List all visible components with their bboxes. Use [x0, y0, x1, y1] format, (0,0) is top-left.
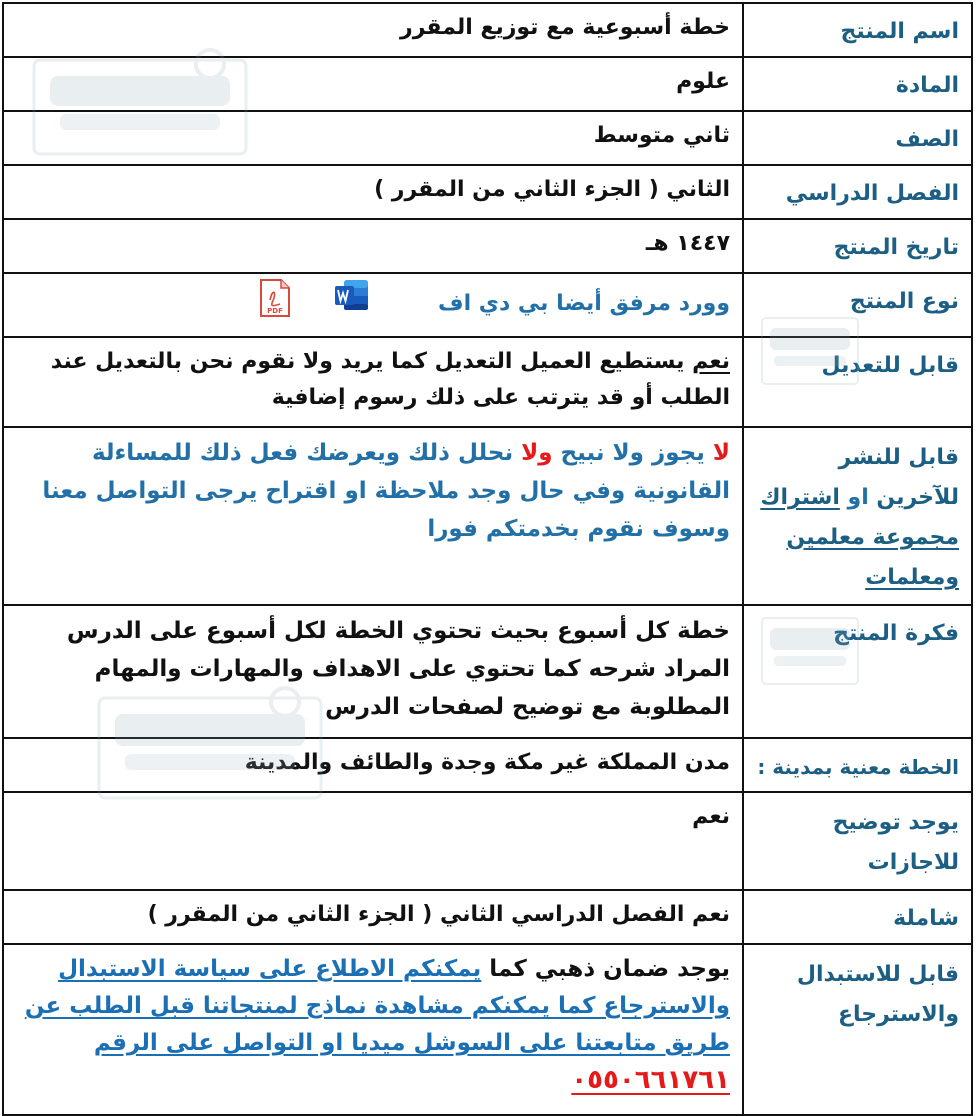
row-idea — [3, 605, 972, 738]
exchange-policy-link[interactable]: يمكنكم الاطلاع على سياسة الاستبدال والاسترجاع كما يمكنكم مشاهدة نماذج لمنتجاتنا قبل الطلب عن طريق متابعتنا على السوشل ميديا او التواصل على الرقم — [24, 956, 730, 1056]
file-format-icons — [258, 278, 370, 330]
pdf-icon-label: PDF — [267, 307, 283, 315]
value-idea: خطة كل أسبوع بحيث تحتوي الخطة لكل أسبوع على الدرس المراد شرحه كما تحتوي على الاهداف والمهارات والمهام المطلوبة مع توضيح لصفحات الدرس — [3, 605, 743, 738]
publishable-text-1: يجوز ولا نبيح — [552, 440, 713, 466]
row-semester — [3, 165, 972, 219]
label-subject: المادة — [743, 57, 972, 111]
row-product-name — [3, 3, 972, 57]
row-holidays — [3, 792, 972, 890]
type-text: وورد مرفق أيضا بي دي اف — [438, 291, 730, 316]
editable-text: يستطيع العميل التعديل كما يريد ولا نقوم نحن بالتعديل عند الطلب أو قد يترتب على ذلك رسوم إضافية — [50, 349, 730, 410]
label-city: الخطة معنية بمدينة : — [743, 738, 972, 792]
publishable-label-or: او — [847, 485, 869, 510]
publishable-label-group: اشتراك مجموعة معلمين ومعلمات — [760, 485, 959, 590]
word-icon — [334, 278, 370, 330]
label-grade: الصف — [743, 111, 972, 165]
row-type — [3, 273, 972, 337]
row-grade — [3, 111, 972, 165]
label-publishable — [743, 427, 972, 605]
publishable-no-2: ولا — [521, 440, 553, 466]
label-semester: الفصل الدراسي — [743, 165, 972, 219]
value-type — [3, 273, 743, 337]
label-type: نوع المنتج — [743, 273, 972, 337]
label-holidays: يوجد توضيح للاجازات — [743, 792, 972, 890]
label-idea: فكرة المنتج — [743, 605, 972, 738]
label-complete: شاملة — [743, 890, 972, 944]
publishable-label-start: قابل للنشر للآخرين — [838, 445, 959, 510]
value-grade: ثاني متوسط — [3, 111, 743, 165]
label-product-name: اسم المنتج — [743, 3, 972, 57]
row-editable — [3, 337, 972, 427]
row-publishable — [3, 427, 972, 605]
value-product-name: خطة أسبوعية مع توزيع المقرر — [3, 3, 743, 57]
label-editable: قابل للتعديل — [743, 337, 972, 427]
row-date — [3, 219, 972, 273]
exchange-intro: يوجد ضمان ذهبي كما — [481, 956, 730, 982]
label-date: تاريخ المنتج — [743, 219, 972, 273]
publishable-no-1: لا — [712, 440, 730, 466]
exchange-phone[interactable]: ٠٥٥٠٦٦١٧٦١ — [571, 1065, 730, 1095]
row-complete — [3, 890, 972, 944]
value-semester: الثاني ( الجزء الثاني من المقرر ) — [3, 165, 743, 219]
row-city — [3, 738, 972, 792]
value-publishable — [3, 427, 743, 605]
value-city: مدن المملكة غير مكة وجدة والطائف والمدينة — [3, 738, 743, 792]
value-subject: علوم — [3, 57, 743, 111]
row-exchange — [3, 944, 972, 1115]
value-date: ١٤٤٧ هـ — [3, 219, 743, 273]
pdf-icon — [258, 278, 292, 330]
product-spec-table — [2, 2, 973, 1116]
editable-yes: نعم — [692, 349, 730, 374]
value-holidays: نعم — [3, 792, 743, 890]
row-subject — [3, 57, 972, 111]
value-complete: نعم الفصل الدراسي الثاني ( الجزء الثاني من المقرر ) — [3, 890, 743, 944]
publishable-text-2: نحلل ذلك ويعرضك فعل ذلك للمساءلة القانونية وفي حال وجد ملاحظة او اقتراح يرجى التواصل معنا وسوف نقوم بخدمتكم فورا — [42, 440, 730, 542]
label-exchange: قابل للاستبدال والاسترجاع — [743, 944, 972, 1115]
value-editable — [3, 337, 743, 427]
value-exchange — [3, 944, 743, 1115]
